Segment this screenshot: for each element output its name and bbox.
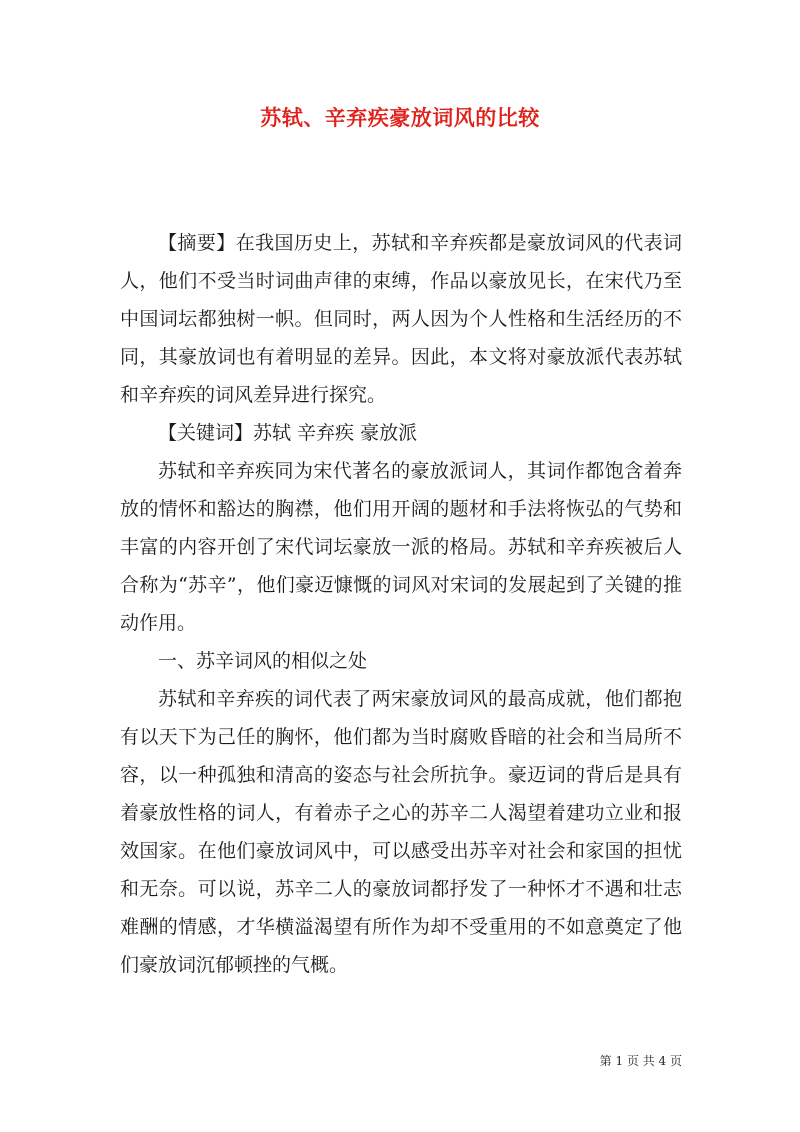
page-number: 第 1 页 共 4 页 xyxy=(599,1054,682,1068)
intro-paragraph: 苏轼和辛弃疾同为宋代著名的豪放派词人，其词作都饱含着奔放的情怀和豁达的胸襟，他们用开阔的题材和手法将恢弘的气势和丰富的内容开创了宋代词坛豪放一派的格局。苏轼和辛弃疾被后人合称为“苏辛”，他们豪迈慷慨的词风对宋词的发展起到了关键的推动作用。 xyxy=(120,460,682,634)
section-heading: 一、苏辛词风的相似之处 xyxy=(158,650,368,672)
document-title: 苏轼、辛弃疾豪放词风的比较 xyxy=(260,105,540,130)
abstract-paragraph: 【摘要】在我国历史上，苏轼和辛弃疾都是豪放词风的代表词人，他们不受当时词曲声律的束缚，作品以豪放见长，在宋代乃至中国词坛都独树一帜。但同时，两人因为个人性格和生活经历的不同，其豪放词也有着明显的差异。因此，本文将对豪放派代表苏轼和辛弃疾的词风差异进行探究。 xyxy=(120,232,682,406)
keywords-paragraph: 【关键词】苏轼 辛弃疾 豪放派 xyxy=(158,422,418,444)
document-body xyxy=(120,224,682,984)
section-paragraph: 苏轼和辛弃疾的词代表了两宋豪放词风的最高成就，他们都抱有以天下为己任的胸怀，他们都为当时腐败昏暗的社会和当局所不容，以一种孤独和清高的姿态与社会所抗争。豪迈词的背后是具有着豪放性格的词人，有着赤子之心的苏辛二人渴望着建功立业和报效国家。在他们豪放词风中，可以感受出苏辛对社会和家国的担忧和无奈。可以说，苏辛二人的豪放词都抒发了一种怀才不遇和壮志难酬的情感，才华横溢渴望有所作为却不受重用的不如意奠定了他们豪放词沉郁顿挫的气概。 xyxy=(120,688,682,976)
